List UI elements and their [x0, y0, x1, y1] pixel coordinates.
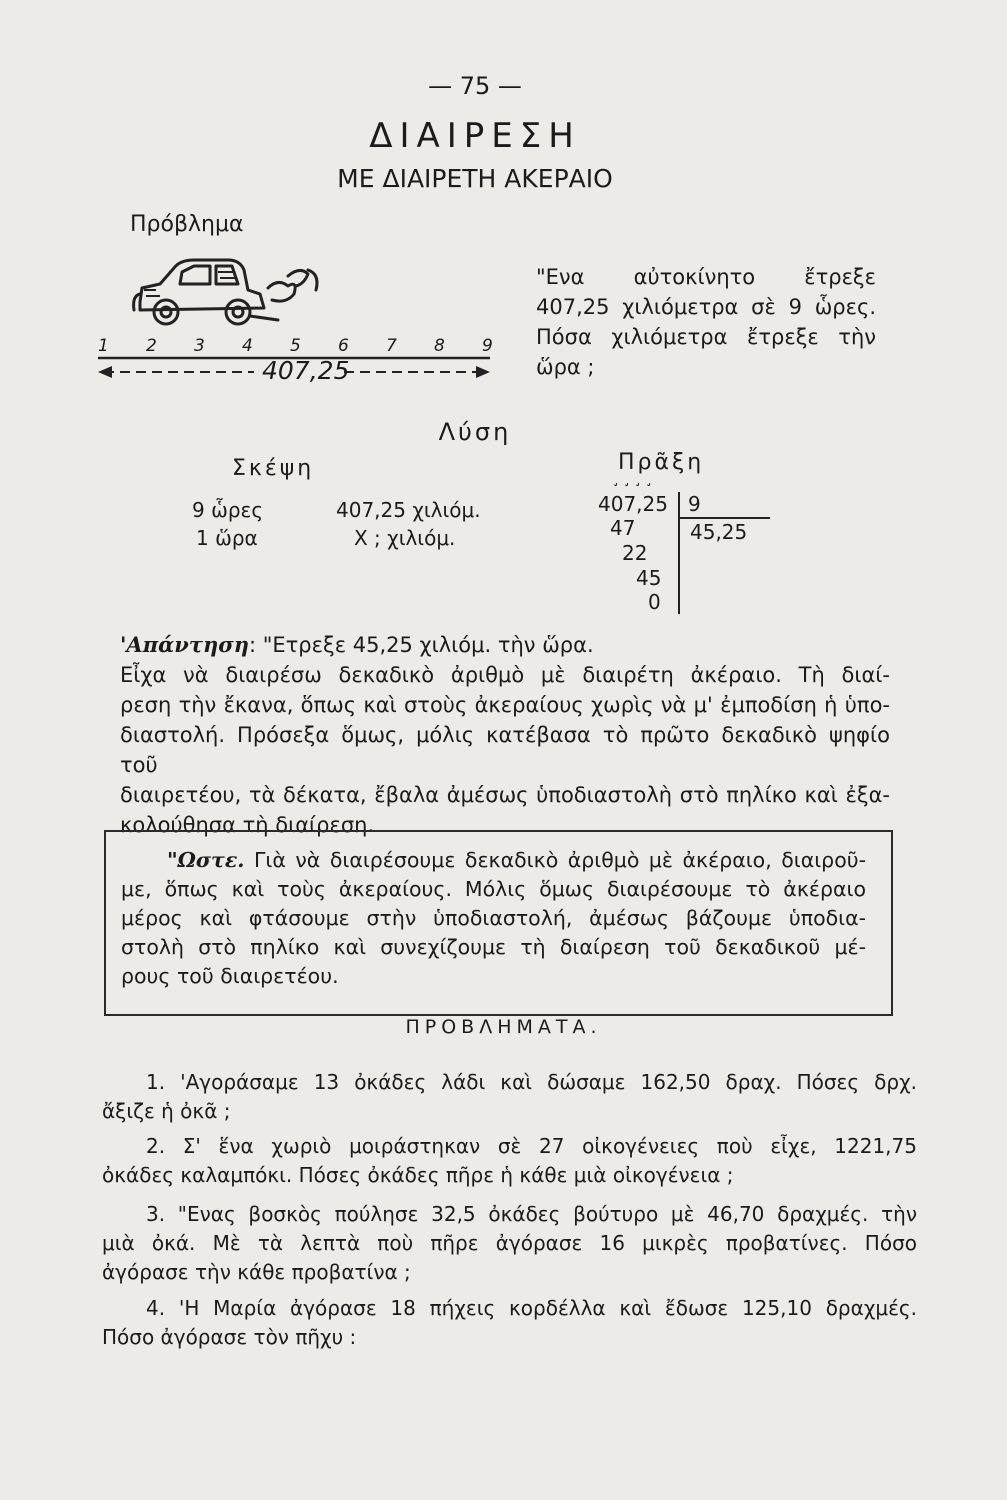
- problem-label: Πρόβλημα: [130, 212, 244, 237]
- explanation-line: Εἶχα νὰ διαιρέσω δεκαδικὸ ἀριθμὸ μὲ διαιρέτη ἀκέραιο. Τὴ διαί-: [120, 663, 890, 687]
- rule-line: στολὴ στὸ πηλίκο καὶ συνεχίζουμε τὴ διαίρεση τοῦ δεκαδικοῦ μέ-: [121, 935, 866, 959]
- explanation-line: διαστολή. Πρόσεξα ὅμως, μόλις κατέβασα τὸ πρῶτο δεκαδικὸ ψηφίο τοῦ: [120, 723, 890, 777]
- thought-row-hours: 9 ὧρες: [192, 498, 264, 522]
- ruler-tick: 3: [194, 336, 205, 356]
- problem-item-line: 3. "Ενας βοσκὸς πούλησε 32,5 ὀκάδες βούτυρο μὲ 46,70 δραχμές. τὴν: [146, 1202, 917, 1226]
- problem-statement: [536, 262, 876, 382]
- division-bracket: [676, 490, 776, 620]
- problem-line: ὥρα ;: [536, 355, 595, 379]
- problem-item-line: μιὰ ὀκά. Μὲ τὰ λεπτὰ ποὺ πῆρε ἀγόρασε 16 μικρὲς προβατίνες. Πόσο: [102, 1231, 917, 1255]
- operation-label: Πρᾶξη: [618, 450, 705, 475]
- divisor: 9: [688, 492, 701, 516]
- problem-item-line: ὀκάδες καλαμπόκι. Πόσες ὀκάδες πῆρε ἡ κάθε μιὰ οἰκογένεια ;: [102, 1163, 734, 1187]
- solution-label: Λύση: [438, 418, 512, 446]
- answer-text: : "Ετρεξε 45,25 χιλιόμ. τὴν ὥρα.: [248, 633, 594, 657]
- thought-label: Σκέψη: [232, 456, 315, 481]
- rule-line: μέρος καὶ φτάσουμε στὴν ὑποδιαστολή, ἀμέσως βάζουμε ὑποδια-: [121, 906, 866, 930]
- ruler-tick: 6: [338, 336, 349, 356]
- division-marks: ̛ ̛ ̛ ̛: [616, 478, 656, 497]
- explanation-line: κολούθησα τὴ διαίρεση.: [120, 813, 375, 837]
- problem-line: Πόσα χιλιόμετρα ἔτρεξε τὴν: [536, 325, 876, 349]
- car-illustration: [128, 250, 328, 336]
- rule-lead: "Ωστε.: [167, 848, 245, 872]
- problem-line: "Ενα αὐτοκίνητο ἔτρεξε: [536, 265, 876, 289]
- problem-item: [102, 1068, 917, 1126]
- ruler-tick: 4: [242, 336, 253, 356]
- division-step: 45: [636, 566, 662, 590]
- explanation-paragraph: [120, 660, 890, 840]
- rule-line: με, ὅπως καὶ τοὺς ἀκεραίους. Μόλις ὅμως διαιρέσουμε τὸ ἀκέραιο: [121, 877, 866, 901]
- answer-lead: 'Απάντηση: [120, 632, 249, 657]
- explanation-line: ρεση τὴν ἔκανα, ὅπως καὶ στοὺς ἀκεραίους χωρὶς νὰ μ' ἐμποδίση ἡ ὑπο-: [120, 693, 890, 717]
- thought-row-hour: 1 ὥρα: [196, 526, 258, 550]
- ruler-tick: 2: [146, 336, 157, 356]
- rule-text: [121, 846, 866, 991]
- problem-item-line: 2. Σ' ἕνα χωριὸ μοιράστηκαν σὲ 27 οἰκογένειες ποὺ εἶχε, 1221,75: [146, 1134, 917, 1158]
- page-subtitle: ΜΕ ΔΙΑΙΡΕΤΗ ΑΚΕΡΑΙΟ: [337, 164, 613, 193]
- ruler-tick: 1: [98, 336, 109, 356]
- problem-item-line: ἀγόρασε τὴν κάθε προβατίνα ;: [102, 1260, 411, 1284]
- problem-item-line: ἄξιζε ἡ ὀκᾶ ;: [102, 1099, 231, 1123]
- problem-line: 407,25 χιλιόμετρα σὲ 9 ὧρες.: [536, 295, 876, 319]
- rule-first-line: Γιὰ νὰ διαιρέσουμε δεκαδικὸ ἀριθμὸ μὲ ἀκέραιο, διαιροῦ-: [244, 848, 866, 872]
- ruler-tick: 9: [482, 336, 493, 356]
- page-title: ΔΙΑΙΡΕΣΗ: [369, 116, 581, 156]
- division-step: 22: [622, 541, 648, 565]
- problem-item-line: 4. 'Η Μαρία ἀγόρασε 18 πήχεις κορδέλλα καὶ ἔδωσε 125,10 δραχμές.: [146, 1296, 917, 1320]
- problems-title: ΠΡΟΒΛΗΜΑΤΑ.: [405, 1016, 602, 1038]
- page-number: — 75 —: [428, 72, 522, 100]
- problem-item-line: Πόσο ἀγόρασε τὸν πῆχυ :: [102, 1325, 357, 1349]
- ruler-tick: 8: [434, 336, 445, 356]
- problem-item-line: 1. 'Αγοράσαμε 13 ὀκάδες λάδι καὶ δώσαμε 162,50 δραχ. Πόσες δρχ.: [146, 1070, 917, 1094]
- problem-item: [102, 1294, 917, 1352]
- rule-line: [121, 846, 866, 875]
- problem-item: [102, 1200, 917, 1287]
- thought-row-distance: 407,25 χιλιόμ.: [336, 498, 481, 522]
- distance-label: 407,25: [262, 356, 350, 385]
- problem-item: [102, 1132, 917, 1190]
- rule-line: ρους τοῦ διαιρετέου.: [121, 964, 339, 988]
- division-step: 0: [648, 590, 661, 614]
- division-step: 47: [610, 516, 636, 540]
- explanation-line: διαιρετέου, τὰ δέκατα, ἔβαλα ἀμέσως ὑποδιαστολὴ στὸ πηλίκο καὶ ἐξα-: [120, 783, 890, 807]
- quotient: 45,25: [690, 520, 748, 544]
- thought-row-unknown: Χ ; χιλιόμ.: [354, 526, 456, 550]
- answer-line: [120, 632, 594, 657]
- ruler-tick: 5: [290, 336, 301, 356]
- dividend: 407,25: [598, 492, 668, 516]
- ruler-tick: 7: [386, 336, 397, 356]
